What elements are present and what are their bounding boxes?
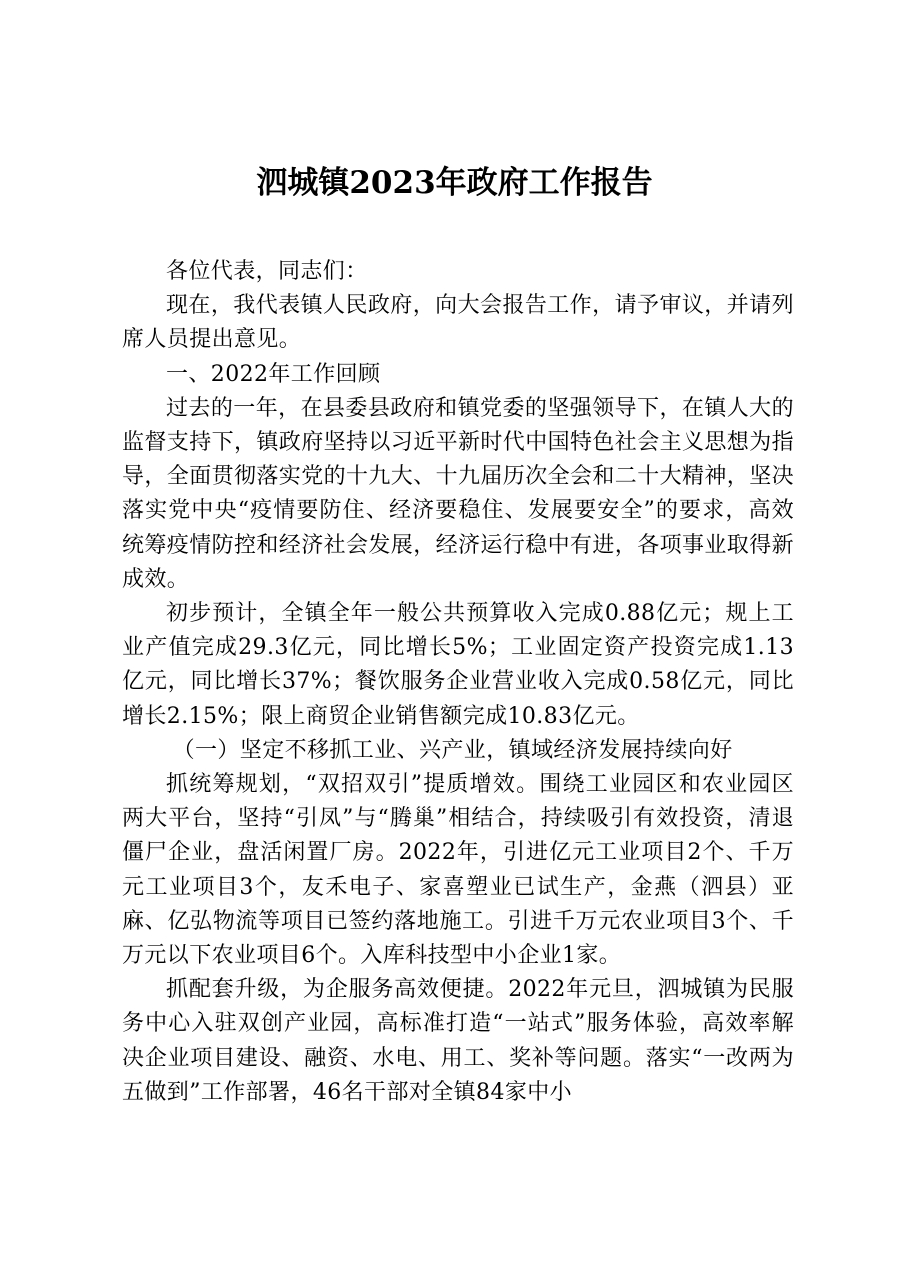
service-paragraph: 抓配套升级，为企服务高效便捷。2022年元旦，泗城镇为民服务中心入驻双创产业园，高标准打造“一站式”服务体验，高效率解决企业项目建设、融资、水电、用工、奖补等问题。落实“一改两为五做到”工作部署，46名干部对全镇84家中小: [122, 977, 794, 1105]
document-title: 泗城镇2023年政府工作报告: [256, 165, 653, 201]
economic-figures-paragraph: 初步预计，全镇全年一般公共预算收入完成0.88亿元；规上工业产值完成29.3亿元，同比增长5%；工业固定资产投资完成1.13亿元，同比增长37%；餐饮服务企业营业收入完成0.58亿元，同比增长2.15%；限上商贸企业销售额完成10.83亿元。: [122, 601, 794, 729]
investment-paragraph: 抓统筹规划，“双招双引”提质增效。围绕工业园区和农业园区两大平台，坚持“引凤”与“腾巢”相结合，持续吸引有效投资，清退僵尸企业，盘活闲置厂房。2022年，引进亿元工业项目2个、千万元工业项目3个，友禾电子、家喜塑业已试生产，金燕（泗县）亚麻、亿弘物流等项目已签约落地施工。引进千万元农业项目3个、千万元以下农业项目6个。入库科技型中小企业1家。: [122, 772, 794, 969]
review-summary-paragraph: 过去的一年，在县委县政府和镇党委的坚强领导下，在镇人大的监督支持下，镇政府坚持以习近平新时代中国特色社会主义思想为指导，全面贯彻落实党的十九大、十九届历次全会和二十大精神，坚决落实党中央“疫情要防住、经济要稳住、发展要安全”的要求，高效统筹疫情防控和经济社会发展，经济运行稳中有进，各项事业取得新成效。: [122, 395, 795, 592]
salutation-paragraph: 各位代表，同志们：: [166, 259, 368, 284]
opening-paragraph: 现在，我代表镇人民政府，向大会报告工作，请予审议，并请列席人员提出意见。: [122, 293, 794, 353]
section-heading-review: 一、2022年工作回顾: [166, 361, 381, 387]
subsection-heading-industry: （一）坚定不移抓工业、兴产业，镇域经济发展持续向好: [172, 737, 733, 763]
document-body: [122, 255, 794, 1110]
